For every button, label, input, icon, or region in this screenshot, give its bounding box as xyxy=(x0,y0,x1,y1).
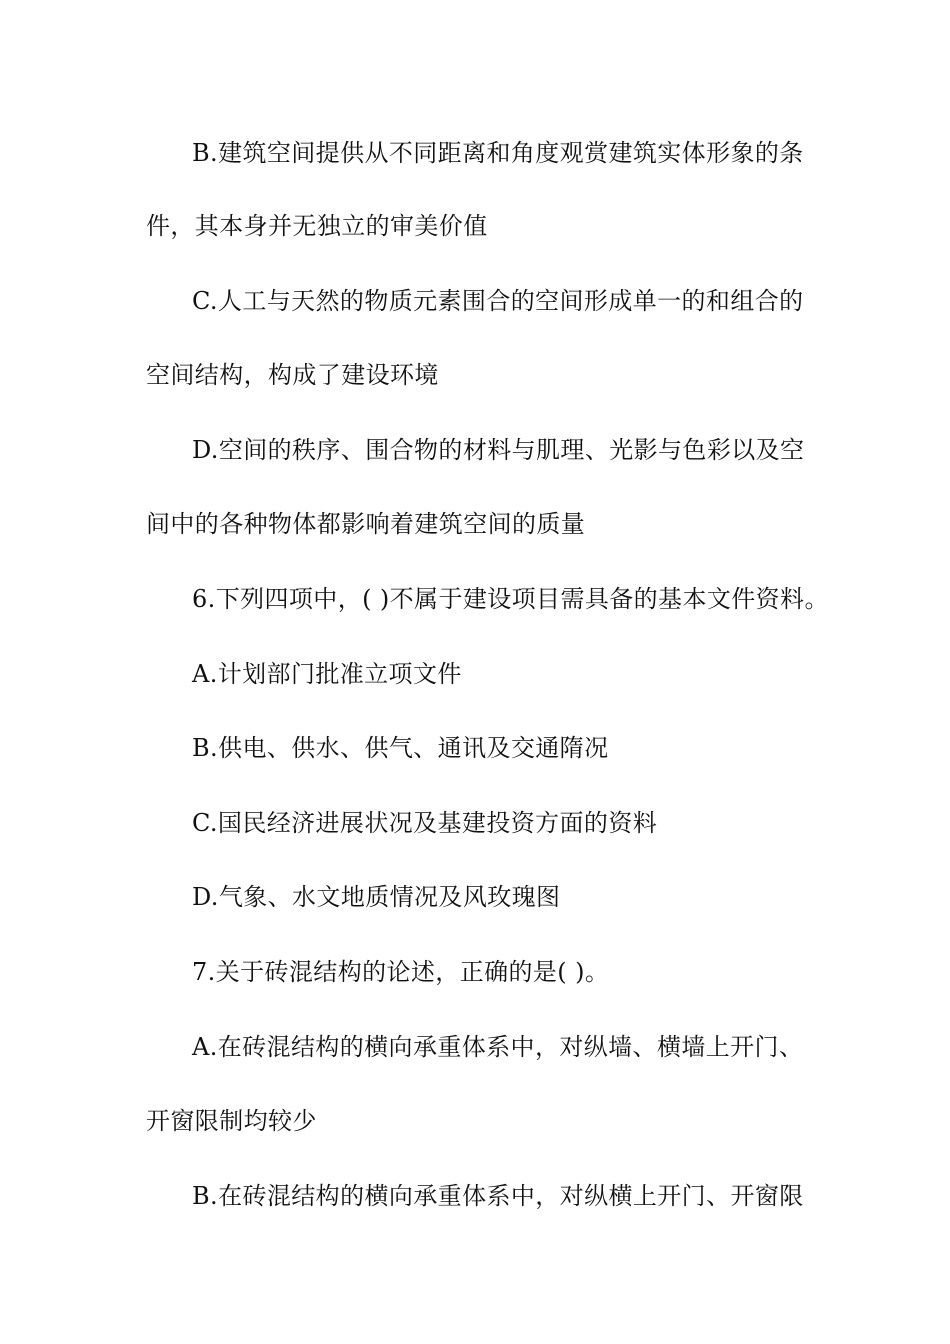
text-line-question-7: 7.关于砖混结构的论述，正确的是( )。 xyxy=(192,958,610,986)
text-line-q7-option-a-part1: A.在砖混结构的横向承重体系中，对纵墙、横墙上开门、 xyxy=(192,1033,804,1061)
text-line-q7-option-a-part2: 开窗限制均较少 xyxy=(146,1107,317,1135)
text-line-option-b-part2: 件，其本身并无独立的审美价值 xyxy=(146,212,488,240)
text-line-question-6: 6.下列四项中，( )不属于建设项目需具备的基本文件资料。 xyxy=(192,585,829,613)
text-line-q6-option-c: C.国民经济进展状况及基建投资方面的资料 xyxy=(192,809,658,837)
text-line-option-d-part2: 间中的各种物体都影响着建筑空间的质量 xyxy=(146,510,586,538)
text-line-option-c-part1: C.人工与天然的物质元素围合的空间形成单一的和组合的 xyxy=(192,287,804,315)
text-line-option-c-part2: 空间结构，构成了建设环境 xyxy=(146,361,439,389)
text-line-option-b-part1: B.建筑空间提供从不同距离和角度观赏建筑实体形象的条 xyxy=(192,139,804,167)
text-line-q6-option-b: B.供电、供水、供气、通讯及交通隋况 xyxy=(192,734,609,762)
text-line-q6-option-a: A.计划部门批准立项文件 xyxy=(192,660,462,688)
text-line-q6-option-d: D.气象、水文地质情况及风玫瑰图 xyxy=(192,883,561,911)
text-line-q7-option-b-part1: B.在砖混结构的横向承重体系中，对纵横上开门、开窗限 xyxy=(192,1182,804,1210)
text-line-option-d-part1: D.空间的秩序、围合物的材料与肌理、光影与色彩以及空 xyxy=(192,436,805,464)
